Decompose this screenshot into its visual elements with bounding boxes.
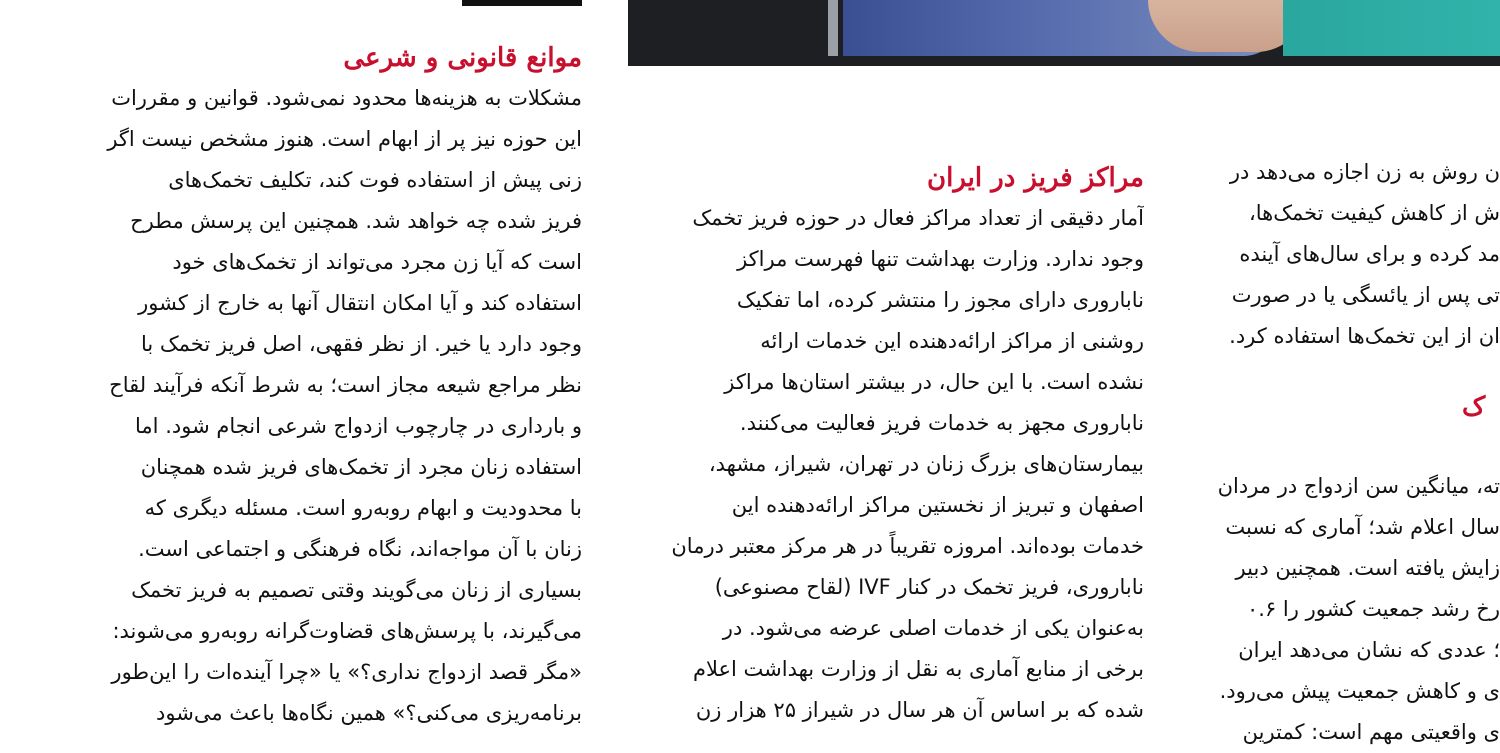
text-line: ناباروری مجهز به خدمات فریز فعالیت می‌کنند.	[739, 411, 1144, 435]
paragraph-legal-religious	[70, 78, 582, 734]
text-line: ی واقعیتی مهم است: کمترین	[1242, 720, 1500, 744]
text-line: فریز شده چه خواهد شد. همچنین این پرسش مطرح	[130, 209, 582, 233]
photo-bed-rail	[828, 0, 838, 56]
text-line: استفاده کند و آیا امکان انتقال آنها به خارج از کشور	[138, 291, 582, 315]
text-line: ی و کاهش جمعیت پیش می‌رود.	[1219, 679, 1500, 703]
paragraph-freezing-centers	[630, 198, 1144, 731]
photo-scrubs	[1283, 0, 1500, 56]
article-column-middle	[630, 158, 1144, 731]
text-line: تی پس از یائسگی یا در صورت	[1231, 283, 1500, 307]
text-line: و بارداری در چارچوب ازدواج شرعی انجام شود. اما	[135, 414, 582, 438]
text-line: ته، میانگین سن ازدواج در مردان	[1217, 474, 1500, 498]
text-line: می‌گیرند، با پرسش‌های قضاوت‌گرانه روبه‌رو می‌شوند:	[112, 619, 582, 643]
text-line: برنامه‌ریزی می‌کنی؟» همین نگاه‌ها باعث می‌شود	[156, 701, 582, 725]
text-line: وجود ندارد. وزارت بهداشت تنها فهرست مراکز	[737, 247, 1144, 271]
text-line: سال اعلام شد؛ آماری که نسبت	[1225, 515, 1500, 539]
text-line: ش از کاهش کیفیت تخمک‌ها،	[1248, 201, 1500, 225]
text-line: رخ رشد جمعیت کشور را ۰.۶	[1247, 597, 1500, 621]
text-line: آمار دقیقی از تعداد مراکز فعال در حوزه فریز تخمک	[692, 206, 1144, 230]
text-line: بسیاری از زنان می‌گویند وقتی تصمیم به فریز تخمک	[131, 578, 582, 602]
text-line: به‌عنوان یکی از خدمات اصلی عرضه می‌شود. در	[722, 616, 1144, 640]
text-line: نشده است. با این حال، در بیشتر استان‌ها مراکز	[724, 370, 1144, 394]
text-line: استفاده زنان مجرد از تخمک‌های فریز شده همچنان	[140, 455, 582, 479]
text-line: «مگر قصد ازدواج نداری؟» یا «چرا آینده‌ات را این‌طور	[111, 660, 582, 684]
text-line: اصفهان و تبریز از نخستین مراکز ارائه‌دهنده این	[731, 493, 1144, 517]
text-line: این حوزه نیز پر از ابهام است. هنوز مشخص نیست اگر	[107, 127, 582, 151]
article-photo	[628, 0, 1500, 66]
section-heading-legal-religious: موانع قانونی و شرعی	[343, 43, 582, 73]
text-line: برخی از منابع آماری به نقل از وزارت بهداشت اعلام	[692, 657, 1144, 681]
text-line: است که آیا زن مجرد می‌تواند از تخمک‌های خود	[172, 250, 582, 274]
top-border-fragment	[462, 0, 582, 6]
article-column-right	[1194, 152, 1500, 753]
text-line: ان از این تخمک‌ها استفاده کرد.	[1229, 324, 1500, 348]
article-column-left	[70, 38, 582, 734]
text-line: زایش یافته است. همچنین دبیر	[1235, 556, 1500, 580]
text-line: زنی پیش از استفاده فوت کند، تکلیف تخمک‌های	[168, 168, 582, 192]
text-line: ناباروری دارای مجوز را منتشر کرده، اما تفکیک	[736, 288, 1144, 312]
text-line: ن روش به زن اجازه می‌دهد در	[1229, 160, 1500, 184]
text-line: خدمات بوده‌اند. امروزه تقریباً در هر مرکز معتبر درمان	[671, 534, 1144, 558]
text-line: نظر مراجع شیعه مجاز است؛ به شرط آنکه فرآیند لقاح	[109, 373, 582, 397]
text-line: با محدودیت و ابهام روبه‌رو است. مسئله دیگری که	[144, 496, 582, 520]
text-line: بیمارستان‌های بزرگ زنان در تهران، شیراز، مشهد،	[708, 452, 1144, 476]
text-line: زنان با آن مواجه‌اند، نگاه فرهنگی و اجتماعی است.	[138, 537, 582, 561]
text-line: مشکلات به هزینه‌ها محدود نمی‌شود. قوانین و مقررات	[111, 86, 582, 110]
text-line: ناباروری، فریز تخمک در کنار IVF (لقاح مصنوعی)	[714, 575, 1144, 599]
text-line: ؛ عددی که نشان می‌دهد ایران	[1238, 638, 1500, 662]
text-line: روشنی از مراکز ارائه‌دهنده این خدمات ارائه	[760, 329, 1144, 353]
text-line: وجود دارد یا خیر. از نظر فقهی، اصل فریز تخمک با	[140, 332, 582, 356]
section-heading-freezing-centers: مراکز فریز در ایران	[927, 163, 1144, 193]
section-heading-cropped: ک	[1462, 392, 1486, 422]
text-line: مد کرده و برای سال‌های آینده	[1239, 242, 1500, 266]
text-line: شده که بر اساس آن هر سال در شیراز ۲۵ هزار زن	[695, 698, 1144, 722]
heading-gap	[1194, 357, 1500, 466]
